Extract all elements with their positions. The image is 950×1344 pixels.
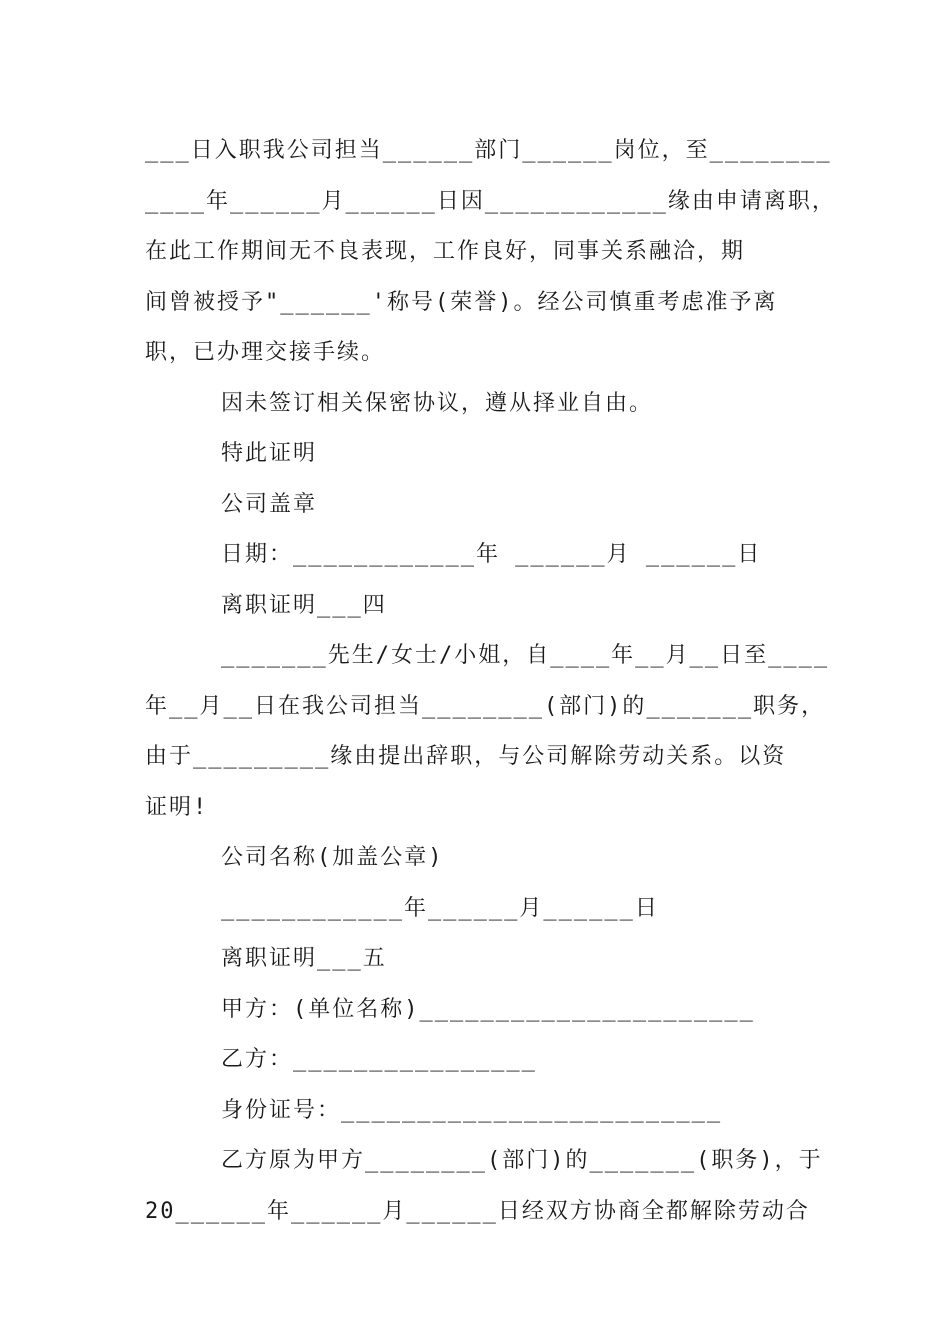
paragraph-line: ___日入职我公司担当______部门______岗位，至________	[145, 138, 832, 163]
date-line: ____________年______月______日	[221, 895, 659, 921]
paragraph-line: 乙方：________________	[221, 1047, 537, 1072]
paragraph-line: 证明!	[145, 794, 209, 820]
paragraph-line: _______先生/女士/小姐，自____年__月__日至____	[221, 643, 830, 668]
paragraph-line: 身份证号：_________________________	[221, 1097, 723, 1123]
date-line: 日期：____________年 ______月 ______日	[221, 542, 762, 567]
section-heading: 离职证明___五	[221, 946, 387, 971]
paragraph-line: 在此工作期间无不良表现，工作良好，同事关系融洽，期	[145, 239, 746, 264]
paragraph-line: 特此证明	[221, 441, 318, 466]
paragraph-line: 由于_________缘由提出辞职，与公司解除劳动关系。以资	[145, 744, 787, 769]
paragraph-line: 甲方：(单位名称)______________________	[221, 996, 755, 1022]
paragraph-line: 公司盖章	[221, 491, 318, 517]
paragraph-line: 职，已办理交接手续。	[145, 340, 386, 365]
paragraph-line: 因未签订相关保密协议，遵从择业自由。	[221, 390, 654, 416]
paragraph-line: 公司名称(加盖公章)	[221, 845, 444, 870]
paragraph-line: 间曾被授予"______'称号(荣誉)。经公司慎重考虑准予离	[145, 289, 778, 315]
section-heading: 离职证明___四	[221, 592, 387, 618]
document-body	[145, 126, 836, 1237]
paragraph-line: 年__月__日在我公司担当________(部门)的_______职务，	[145, 693, 826, 719]
paragraph-line: ____年______月______日因____________缘由申请离职，	[145, 188, 836, 214]
paragraph-line: 20______年______月______日经双方协商全都解除劳动合	[145, 1198, 810, 1224]
paragraph-line: 乙方原为甲方________(部门)的_______(职务)，于	[221, 1148, 823, 1173]
